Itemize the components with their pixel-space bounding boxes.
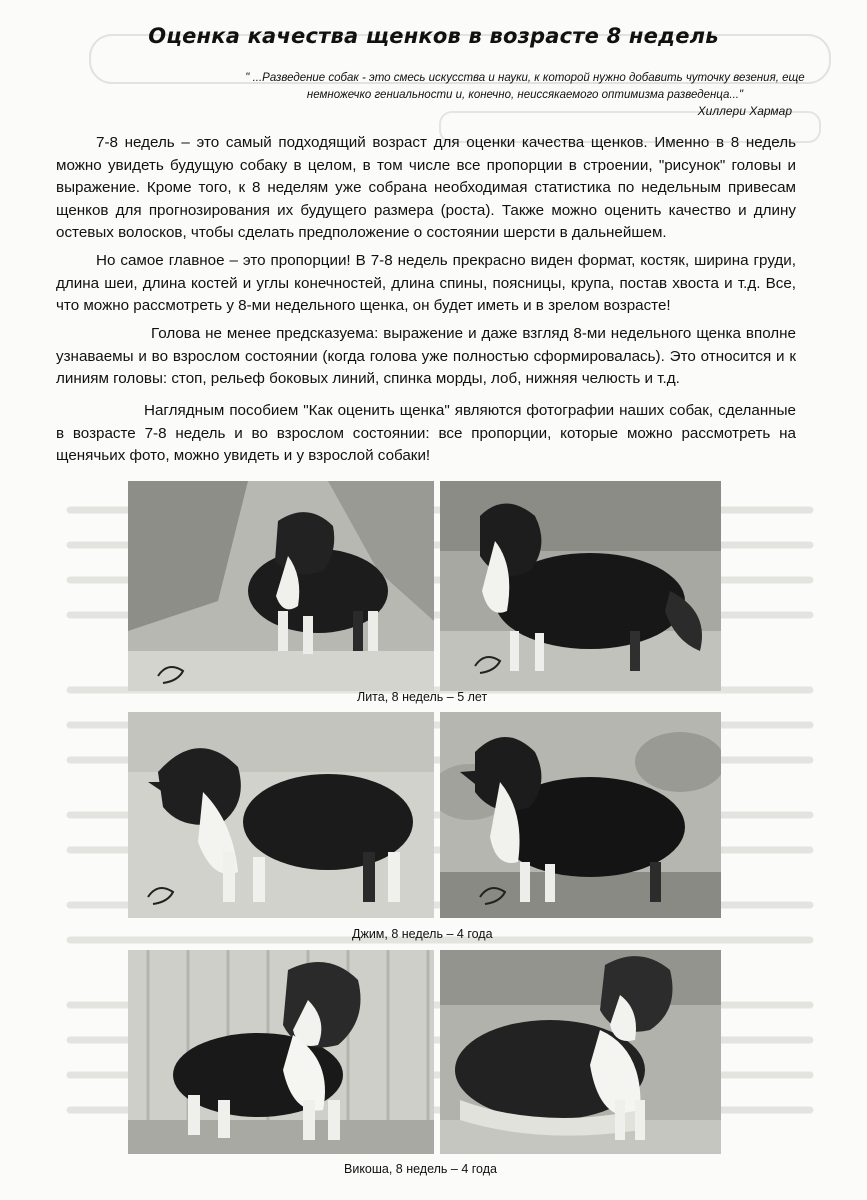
photo-jim-puppy [128, 712, 434, 918]
caption-lita: Лита, 8 недель – 5 лет [357, 690, 488, 704]
epigraph-author: Хиллери Хармар [697, 104, 792, 118]
caption-vikosha: Викоша, 8 недель – 4 года [344, 1162, 497, 1176]
puppy-photo-icon [128, 950, 434, 1154]
epigraph-quote: " ...Разведение собак - это смесь искусства и науки, к которой нужно добавить чуточку везения, еще немножечко гениальности и, конечно, неиссякаемого оптимизма разведенца..." [245, 72, 805, 101]
caption-jim: Джим, 8 недель – 4 года [352, 927, 493, 941]
photo-vikosha-adult [440, 950, 721, 1154]
page-title: Оценка качества щенков в возрасте 8 недель [148, 24, 719, 48]
photo-jim-adult [440, 712, 721, 918]
puppy-photo-icon [128, 712, 434, 918]
photo-lita-adult [440, 481, 721, 691]
photo-lita-puppy [128, 481, 434, 691]
paragraph-head: Голова не менее предсказуема: выражение и даже взгляд 8-ми недельного щенка вполне узнаваемы и во взрослом состоянии (когда голова уже полностью сформировалась). Это относится и к линиям головы: стоп, рельеф боковых линий, спинка морды, лоб, нижняя челюсть и т.д. [56, 325, 796, 387]
paragraph-intro: 7-8 недель – это самый подходящий возраст для оценки качества щенков. Именно в 8 недель можно увидеть будущую собаку в целом, в том числе все пропорции в строении, "рисунок" головы и выражение. Кроме того, к 8 неделям уже собрана необходимая статистика по недельным привесам щенков для прогнозирования их будущего размера (роста). Также можно оценить качество и длину остевых волосков, чтобы сделать предположение о состоянии шерсти в дальнейшем. [56, 134, 796, 241]
paragraph-proportions: Но самое главное – это пропорции! В 7-8 недель прекрасно виден формат, костяк, ширина груди, длина шеи, длина костей и углы конечностей, длина спины, поясницы, крупа, постав хвоста и т.д. Все, что можно рассмотреть у 8-ми недельного щенка, он будет иметь и в зрелом возрасте! [56, 252, 796, 314]
puppy-photo-icon [128, 481, 434, 691]
adult-dog-photo-icon [440, 481, 721, 691]
paragraph-photos: Наглядным пособием "Как оценить щенка" являются фотографии наших собак, сделанные в возрасте 7-8 недель и во взрослом состоянии: все пропорции, которые можно рассмотреть на щенячьих фото, можно увидеть и у взрослой собаки! [56, 402, 796, 464]
adult-dog-photo-icon [440, 712, 721, 918]
photo-vikosha-puppy [128, 950, 434, 1154]
adult-dog-photo-icon [440, 950, 721, 1154]
